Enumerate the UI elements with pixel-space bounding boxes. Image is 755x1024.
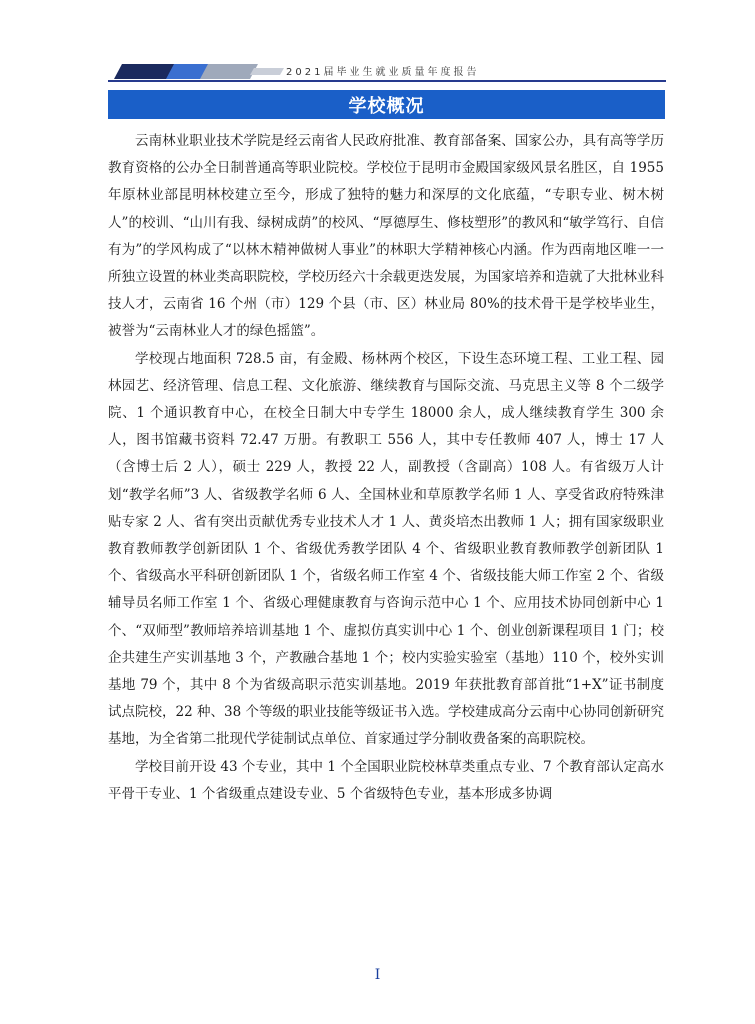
main-content xyxy=(108,128,664,808)
section-banner xyxy=(108,90,665,119)
paragraph-facilities: 学校现占地面积 728.5 亩，有金殿、杨林两个校区，下设生态环境工程、工业工程、园林园艺、经济管理、信息工程、文化旅游、继续教育与国际交流、马克思主义等 8 个二级学院、1 个通识教育中心，在校全日制大中专学生 18000 余人，成人继续教育学生 300 余人，图书馆藏书资料 72.47 万册。有教职工 556 人，其中专任教师 407 人，博士 17 人（含博士后 2 人），硕士 229 人，教授 22 人，副教授（含副高）108 人。有省级万人计划“教学名师”3 人、省级教学名师 6 人、全国林业和草原教学名师 1 人、享受省政府特殊津贴专家 2 人、省有突出贡献优秀专业技术人才 1 人、黄炎培杰出教师 1 人；拥有国家级职业教育教师教学创新团队 1 个、省级优秀教学团队 4 个、省级职业教育教师教学创新团队 1 个、省级高水平科研创新团队 1 个，省级名师工作室 4 个、省级技能大师工作室 2 个、省级辅导员名师工作室 1 个、省级心理健康教育与咨询示范中心 1 个、应用技术协同创新中心 1 个、“双师型”教师培养培训基地 1 个、虚拟仿真实训中心 1 个、创业创新课程项目 1 门；校企共建生产实训基地 3 个，产教融合基地 1 个；校内实验实验室（基地）110 个，校外实训基地 79 个，其中 8 个为省级高职示范实训基地。2019 年获批教育部首批“1+X”证书制度试点院校，22 种、38 个等级的职业技能等级证书入选。学校建成高分云南中心协同创新研究基地，为全省第二批现代学徒制试点单位、首家通过学分制收费备案的高职院校。 xyxy=(108,350,664,748)
paragraph-intro: 云南林业职业技术学院是经云南省人民政府批准、教育部备案、国家公办，具有高等学历教育资格的公办全日制普通高等职业院校。学校位于昆明市金殿国家级风景名胜区，自 1955 年原林业部昆明林校建立至今，形成了独特的魅力和深厚的文化底蕴，“专职专业、树木树人”的校训、“山川有我、绿树成荫”的校风、“厚德厚生、修枝塑形”的教风和“敏学笃行、自信有为”的学风构成了“以林木精神做树人事业”的林职大学精神核心内涵。作为西南地区唯一一所独立设置的林业类高职院校，学校历经六十余载更迭发展，为国家培养和造就了大批林业科技人才，云南省 16 个州（市）129 个县（市、区）林业局 80%的技术骨干是学校毕业生，被誉为“云南林业人才的绿色摇篮”。 xyxy=(108,133,664,340)
report-title: 2021届毕业生就业质量年度报告 xyxy=(286,67,480,78)
header-decoration-icon xyxy=(108,62,288,82)
page-header xyxy=(0,0,755,90)
section-title: 学校概况 xyxy=(348,95,425,117)
page-number: I xyxy=(374,967,381,983)
header-divider xyxy=(108,80,666,82)
paragraph-majors: 学校目前开设 43 个专业，其中 1 个全国职业院校林草类重点专业、7 个教育部认定高水平骨干专业、1 个省级重点建设专业、5 个省级特色专业，基本形成多协调 xyxy=(108,758,664,802)
